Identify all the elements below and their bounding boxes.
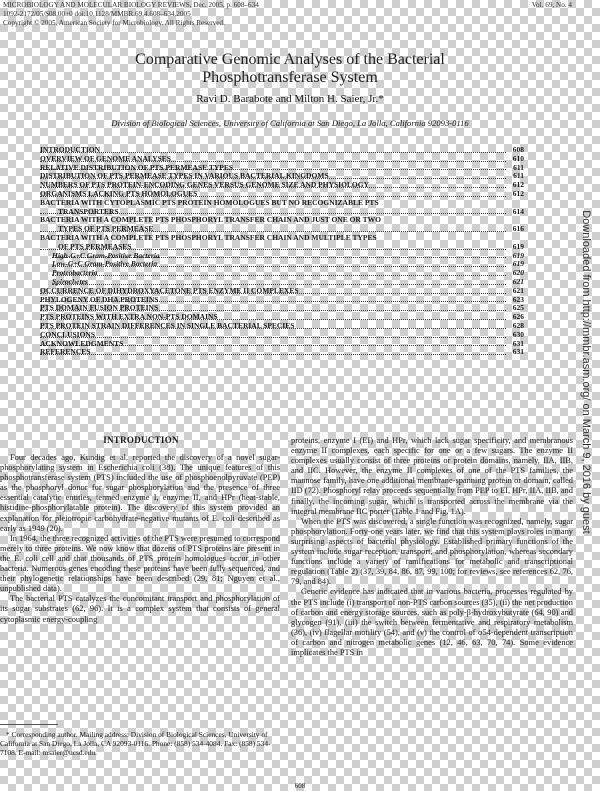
toc-entry-page: 619 — [512, 242, 524, 251]
toc-entry-label: REFERENCES — [40, 348, 91, 357]
toc-entry-page: 630 — [512, 330, 524, 339]
copyright-line: Copyright © 2005, American Society for Microbiology. All Rights Reserved. — [3, 19, 225, 27]
toc-entry-page: 631 — [512, 348, 524, 357]
toc-entry-page: 621 — [512, 286, 524, 295]
title-line-1: Comparative Genomic Analyses of the Bacterial — [135, 51, 445, 68]
table-of-contents — [40, 146, 524, 357]
toc-entry[interactable] — [40, 269, 524, 278]
toc-entry[interactable] — [40, 296, 524, 305]
toc-entry-label: PTS DOMAIN FUSION PROTEINS — [40, 304, 159, 313]
toc-entry-page: 625 — [512, 304, 524, 313]
toc-entry[interactable] — [40, 190, 524, 199]
toc-entry-label: PTS PROTEIN STRAIN DIFFERENCES IN SINGLE BACTERIAL SPECIES — [40, 321, 295, 330]
toc-entry[interactable] — [40, 348, 524, 357]
toc-entry[interactable] — [40, 260, 524, 269]
left-column-text — [0, 453, 280, 625]
download-watermark — [574, 170, 598, 590]
corresponding-author-footnote — [0, 730, 280, 757]
journal-citation: MICROBIOLOGY AND MOLECULAR BIOLOGY REVIEWS, Dec. 2005, p. 608–634 — [3, 1, 259, 9]
toc-leader-dots — [52, 275, 506, 276]
toc-entry[interactable] — [40, 172, 524, 181]
page-number: 608 — [294, 782, 306, 790]
title-line-2: Phosphotransferase System — [202, 69, 378, 86]
toc-leader-dots — [40, 152, 506, 153]
toc-entry[interactable] — [40, 234, 524, 252]
toc-entry-page: 608 — [512, 146, 524, 154]
toc-entry-label: INTRODUCTION — [40, 146, 101, 154]
toc-entry-label: High-G+C Gram-Positive Bacteria — [52, 251, 160, 260]
paragraph: In 1964, the three recognized activities of the PTS were presumed to correspond merely to three proteins. We now know that dozens of PTS proteins are present in the E. coli cell and that thousands of PTS protein homologues occur in other bacteria. Numerous genes encoding these proteins have been fully sequenced, and their phylogenetic relationships have been described (29, 81; Nguyen et al., unpublished data). — [0, 533, 280, 594]
toc-entry-page: 621 — [512, 277, 524, 286]
toc-entry-label: BACTERIA WITH A COMPLETE PTS PHOSPHORYL TRANSFER CHAIN AND JUST ONE OR TWO — [40, 216, 381, 225]
journal-header — [3, 1, 403, 28]
volume-issue: Vol. 69, No. 4 — [531, 1, 572, 9]
toc-entry-label: ORGANISMS LACKING PTS HOMOLOGUES — [40, 189, 198, 198]
toc-entry-label: BACTERIA WITH CYTOPLASMIC PTS PROTEIN HOMOLOGUES BUT NO RECOGNIZABLE PTS — [40, 198, 379, 207]
toc-entry-page: 619 — [512, 251, 524, 260]
toc-entry[interactable] — [40, 278, 524, 287]
toc-entry[interactable] — [40, 146, 524, 155]
toc-entry-label-continued: TRANSPORTERS — [58, 207, 119, 216]
toc-entry-label: ACKNOWLEDGMENTS — [40, 339, 124, 348]
toc-entry-label-continued: OF PTS PERMEASES — [58, 242, 132, 251]
toc-entry[interactable] — [40, 155, 524, 164]
download-watermark-text: Downloaded from http://mmbr.asm.org/ on March 9, 2016 by guest — [580, 210, 592, 534]
toc-leader-dots — [40, 337, 506, 338]
toc-entry-label: Spirochetes — [52, 277, 88, 286]
paragraph: Four decades ago, Kundig et al. reported the discovery of a novel sugar-phosphorylating system in Escherichia coli (38). The unique features of this phosphotransferase system (PTS) included the use of phosphoenolpyruvate (PEP) as the phosphoryl donor for sugar phosphorylation and the presence of three essential catalytic entities, termed enzyme I, enzyme II, and HPr (heat-stable, histidine-phosphorylatable protein). The discovery of this system provided an explanation for pleiotropic carbohydrate-negative mutants of E. coli described as early as 1949 (20). — [0, 453, 280, 533]
toc-entry-page: 619 — [512, 260, 524, 269]
toc-entry-label: DISTRIBUTION OF PTS PERMEASE TYPES IN VARIOUS BACTERIAL KINGDOMS — [40, 172, 329, 181]
authors: Ravi D. Barabote and Milton H. Saier, Jr.* — [196, 93, 384, 105]
toc-entry-label: PHYLOGENY OF DHA PROTEINS — [40, 295, 159, 304]
toc-entry-label: CONCLUSIONS — [40, 330, 96, 339]
toc-entry[interactable] — [40, 164, 524, 173]
toc-entry-label: PTS PROTEINS WITH EXTRA NON-PTS DOMAINS — [40, 313, 218, 322]
section-heading-introduction: INTRODUCTION — [103, 435, 179, 445]
article-title — [0, 51, 580, 87]
paragraph: Genetic evidence has indicated that in various bacteria, processes regulated by the PTS include (i) transport of non-PTS carbon sources (35), (ii) the net production of carbon and energy storage sources, such as poly-β-hydroxybutyrate (64, 90) and glycogen (91), (iii) the switch between fermentative and respiratory metabolism (36), (iv) flagellar motility (54), and (v) the control of σ54-dependent transcription of carbon and nitrogen metabolic genes (12, 46, 63, 70, 74). Some evidence implicates the PTS in — [291, 587, 573, 657]
toc-entry[interactable] — [40, 216, 524, 234]
paragraph: proteins, enzyme I (EI) and HPr, which lack sugar specificity, and membranous enzyme II complexes, each specific for one or a few sugars. The enzyme II complexes usually consist of three proteins or protein domains, namely, IIA, IIB, and IIC. However, the enzyme II complexes of one of the PTS families, the mannose family, have one additional membrane-spanning protein or domain, called IID (72). Phosphoryl relay proceeds sequentially from PEP to EI, HPr, IIA, IIB, and finally, the incoming sugar, which is transported across the membrane via the integral membrane IIC porter (Table 1 and Fig. 1A). — [291, 436, 573, 516]
right-column-text — [291, 436, 573, 658]
paragraph: When the PTS was discovered, a single function was recognized, namely, sugar phosphorylation. Forty-one years later, we find that this system plays roles in many surprising aspects of bacterial physiology. Established primary functions of the system include sugar reception, transport, and phosphorylation, whereas secondary functions include a variety of ramifications for metabolic and transcriptional regulation (Table 2) (37, 39, 84, 86, 87, 99, 100; for reviews, see references 62, 76, 79, and 84). — [291, 516, 573, 587]
toc-entry[interactable] — [40, 199, 524, 217]
toc-entry-page: 628 — [512, 321, 524, 330]
toc-entry-label: Low-G+C Gram-Positive Bacteria — [52, 260, 158, 269]
toc-entry-label-continued: TYPES OF PTS PERMEASE — [58, 225, 154, 234]
toc-entry[interactable] — [40, 252, 524, 261]
toc-entry-page: 612 — [512, 189, 524, 198]
toc-entry-page: 610 — [512, 154, 524, 163]
toc-entry-page: 611 — [513, 163, 524, 172]
toc-entry-page: 623 — [512, 295, 524, 304]
toc-entry-page: 614 — [512, 207, 524, 216]
paragraph: The bacterial PTS catalyzes the concomitant transport and phosphorylation of its sugar substrates (62, 96). It is a complex system that consists of general cytoplasmic energy-coupling — [0, 594, 280, 624]
toc-entry-label: OCCURRENCE OF DIHYDROXYACETONE PTS ENZYME II COMPLEXES — [40, 286, 299, 295]
toc-leader-dots — [52, 284, 506, 285]
toc-entry-label: RELATIVE DISTRIBUTION OF PTS PERMEASE TYPES — [40, 163, 234, 172]
toc-leader-dots — [40, 354, 506, 355]
toc-entry[interactable] — [40, 340, 524, 349]
toc-entry[interactable] — [40, 304, 524, 313]
toc-entry[interactable] — [40, 322, 524, 331]
toc-entry-page: 626 — [512, 313, 524, 322]
affiliation: Division of Biological Sciences, University of California at San Diego, La Jolla, California 92093-0116 — [111, 118, 469, 128]
footnote-rule — [0, 724, 58, 725]
toc-entry[interactable] — [40, 313, 524, 322]
toc-entry-label: BACTERIA WITH A COMPLETE PTS PHOSPHORYL TRANSFER CHAIN AND MULTIPLE TYPES — [40, 233, 377, 242]
toc-entry[interactable] — [40, 181, 524, 190]
doi-line: 1092-2172/05/$08.00+0 doi:10.1128/MMBR.69.4.608–634.2005 — [3, 10, 191, 18]
toc-entry-page: 620 — [512, 269, 524, 278]
toc-entry-label: NUMBERS OF PTS PROTEIN-ENCODING GENES VERSUS GENOME SIZE AND PHYSIOLOGY — [40, 181, 370, 190]
toc-entry-label: Proteobacteria — [52, 269, 98, 278]
footnote-text: * Corresponding author. Mailing address: Division of Biological Sciences, University of California at San Diego, La Jolla, CA 92093-0116. Phone: (858) 534-4084. Fax: (858) 534-7108. E-mail: msaier@ucsd.edu. — [0, 730, 271, 757]
toc-entry-page: 611 — [513, 172, 524, 181]
toc-entry-page: 612 — [512, 181, 524, 190]
toc-entry-page: 631 — [512, 339, 524, 348]
toc-entry[interactable] — [40, 331, 524, 340]
toc-entry-label: OVERVIEW OF GENOME ANALYSES — [40, 154, 171, 163]
toc-entry-page: 616 — [512, 225, 524, 234]
toc-entry[interactable] — [40, 287, 524, 296]
